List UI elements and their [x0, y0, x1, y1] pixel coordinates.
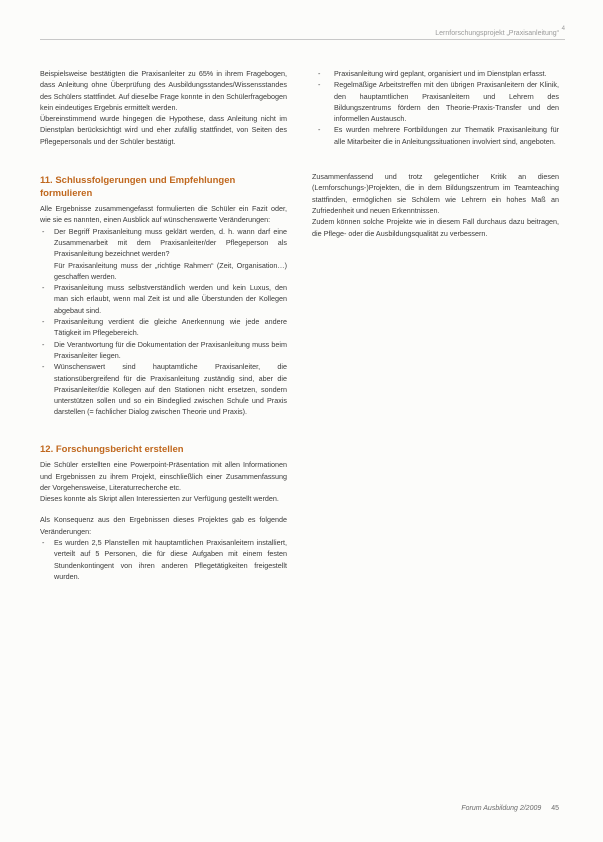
changes-list-continued — [312, 68, 559, 147]
section-12-paragraph-3: Als Konsequenz aus den Ergebnissen dieses Projektes gab es folgende Veränderungen: — [40, 515, 287, 536]
journal-name: Forum Ausbildung 2/2009 — [461, 805, 542, 812]
list-item — [312, 68, 559, 79]
list-item — [40, 226, 287, 282]
spacer — [312, 147, 559, 171]
summary-paragraph-2: Zudem können solche Projekte wie in diesem Fall durchaus dazu beitragen, die Pflege- oder die Ausbildungsqualität zu verbessern. — [312, 217, 559, 238]
page-footer — [461, 805, 559, 812]
page-number: 45 — [551, 805, 559, 812]
list-item-text: Praxisanleitung muss selbstverständlich werden und kein Luxus, den man sich erlaubt, wenn mal Zeit ist und alle Überstunden der Kollegen abgebaut sind. — [54, 283, 287, 315]
section-11-intro: Alle Ergebnisse zusammengefasst formulierten die Schüler ein Fazit oder, wie sie es nannten, einen Ausblick auf wünschenswerte Veränderungen: — [40, 204, 287, 225]
changes-list — [40, 537, 287, 582]
header-rule — [40, 39, 565, 40]
list-item — [40, 537, 287, 582]
section-12-paragraph-1: Die Schüler erstellten eine Powerpoint-Präsentation mit allen Informationen und Ergebnissen zu ihrem Projekt, einschließlich einer Zusammenfassung der Vorgehensweise, Literaturrecherche etc. — [40, 460, 287, 492]
spacer — [40, 504, 287, 514]
list-item — [312, 124, 559, 147]
header-mark: 4 — [561, 26, 565, 32]
list-item — [40, 282, 287, 316]
section-12-heading: 12. Forschungsbericht erstellen — [40, 443, 184, 455]
list-item-text: Es wurden mehrere Fortbildungen zur Thematik Praxisanleitung für alle Mitarbeiter die in Anleitungssituationen involviert sind, angeboten. — [334, 125, 559, 146]
conclusions-list — [40, 226, 287, 418]
intro-paragraph-1: Beispielsweise bestätigten die Praxisanleiter zu 65% in ihrem Fragebogen, dass Anleitung ohne Überprüfung des Ausbildungsstandes/Wissensstandes des Schülers stattfindet. Auf dieselbe Frage konnte in den Schülerfragebogen kein eindeutiges Ergebnis ermittelt werden. — [40, 69, 287, 112]
section-12-paragraph-2: Dieses konnte als Skript allen Interessierten zur Verfügung gestellt werden. — [40, 494, 279, 504]
left-column — [40, 68, 287, 582]
list-item-text: Praxisanleitung wird geplant, organisiert und im Dienstplan erfasst. — [334, 69, 547, 78]
list-item — [40, 339, 287, 362]
right-column — [312, 68, 559, 239]
section-11-heading: 11. Schlussfolgerungen und Empfehlungen formulieren — [40, 175, 236, 199]
list-item — [40, 361, 287, 417]
list-item-text: Regelmäßige Arbeitstreffen mit den übrigen Praxisanleitern der Klinik, den hauptamtlichen Praxisanleitern und Lehrern des Bildungszentrums fördern den Theorie-Praxis-Transfer und den informellen Austausch. — [334, 80, 559, 124]
list-item-subtext: Für Praxisanleitung muss der „richtige Rahmen“ (Zeit, Organisation…) geschaffen werden. — [54, 260, 287, 281]
list-item — [40, 316, 287, 339]
intro-paragraph-2: Übereinstimmend wurde hingegen die Hypothese, dass Anleitung nicht im Dienstplan berücksichtigt wird und eher zufällig stattfindet, von Seiten des Pflegepersonals und der Schüler bestätigt. — [40, 114, 287, 146]
header-title: Lernforschungsprojekt „Praxisanleitung“ — [431, 30, 559, 37]
list-item — [312, 79, 559, 124]
list-item-text: Der Begriff Praxisanleitung muss geklärt werden, d. h. wann darf eine Zusammenarbeit mit dem Praxisanleiter/der Pflegeperson als Praxisanleitung bezeichnet werden? — [54, 226, 287, 259]
list-item-text: Praxisanleitung verdient die gleiche Anerkennung wie jede andere Tätigkeit im Pflegebereich. — [54, 317, 287, 338]
list-item-text: Es wurden 2,5 Planstellen mit hauptamtlichen Praxisanleitern installiert, verteilt auf 5 Personen, die für diese Aufgaben mit einem festen Stundenkontingent von ihren anderen Pflegetätigkeiten freigestellt wurden. — [54, 538, 287, 581]
running-header — [40, 22, 565, 44]
list-item-text: Wünschenswert sind hauptamtliche Praxisanleiter, die stationsübergreifend für die Praxisanleitung zuständig sind, aber die Praxisanleiter/die Kollegen auf den Stationen nicht ersetzen, sondern unterstützen sollen und so ein Bindeglied zwischen Schule und Praxis darstellen (= fachlicher Dialog zwischen Theorie und Praxis). — [54, 362, 287, 417]
summary-paragraph-1: Zusammenfassend und trotz gelegentlicher Kritik an diesen (Lernforschungs-)Projekten, die in dem Bildungszentrum im Teamteaching stattfinden, ermöglichen sie Schülern wie Lehrern ein hohes Maß an Zufriedenheit und neuen Erkenntnissen. — [312, 172, 559, 215]
list-item-text: Die Verantwortung für die Dokumentation der Praxisanleitung muss beim Praxisanleiter liegen. — [54, 339, 287, 360]
